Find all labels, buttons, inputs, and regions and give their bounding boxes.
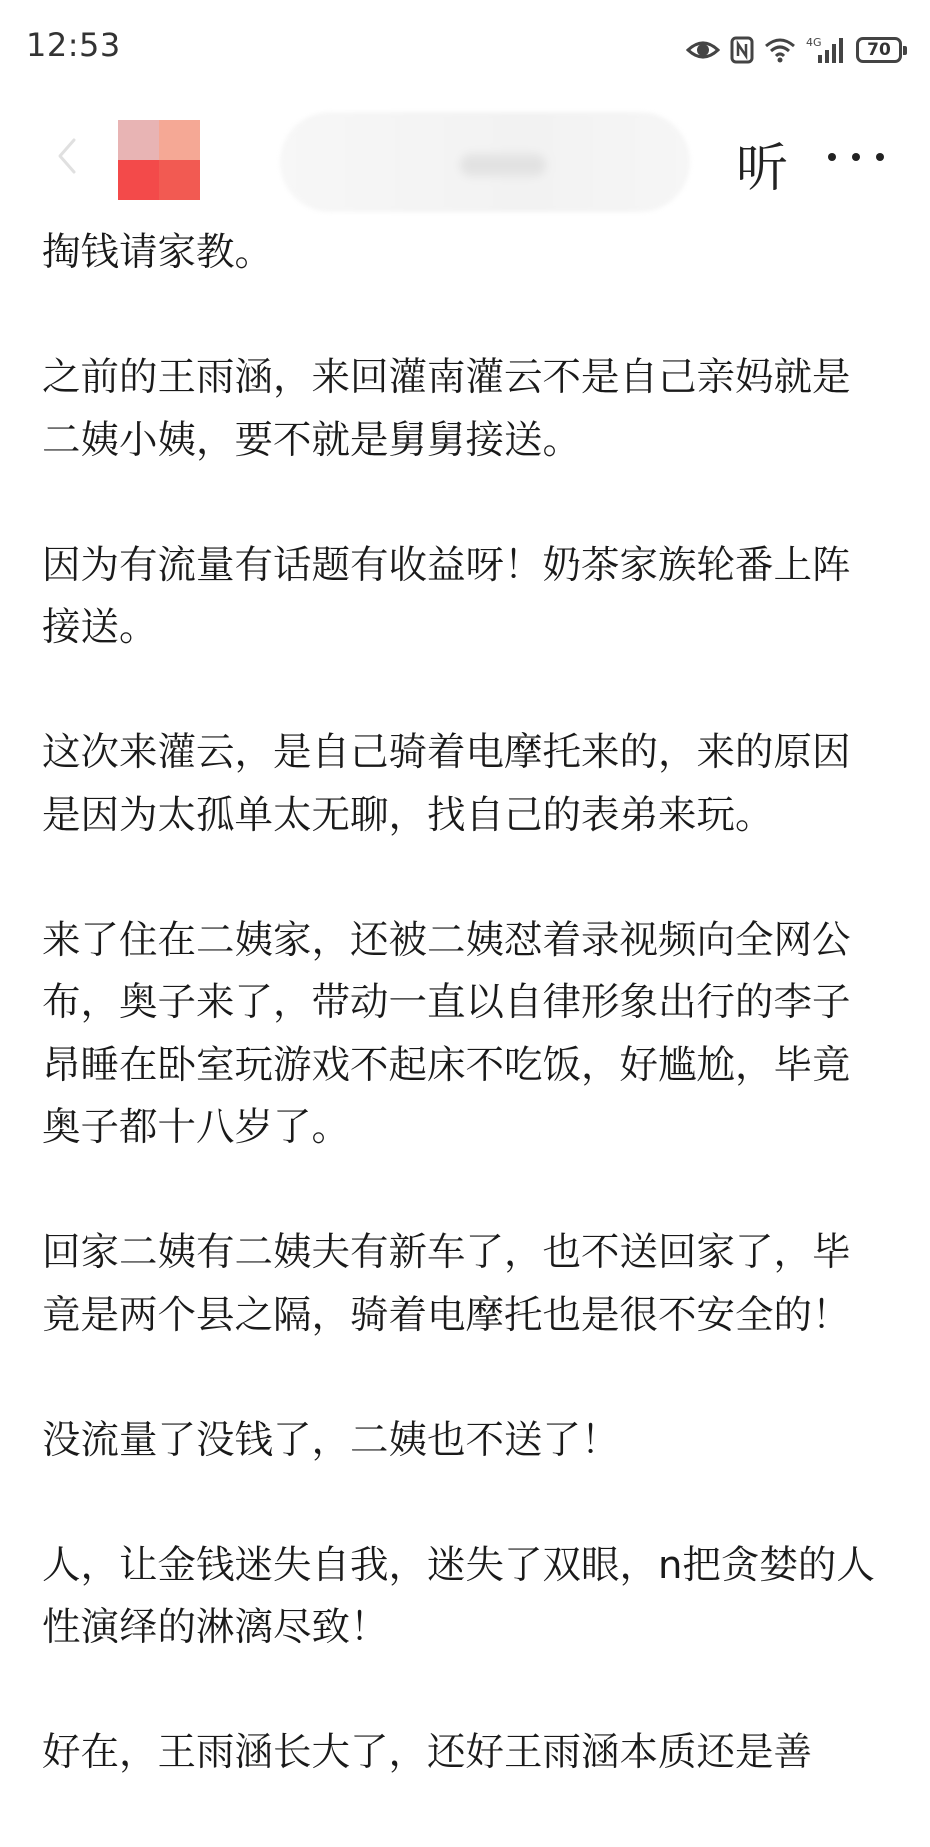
eye-icon xyxy=(686,38,720,62)
article-body xyxy=(42,222,882,1847)
nfc-icon xyxy=(730,36,754,64)
signal-icon xyxy=(806,35,846,65)
wifi-icon xyxy=(764,37,796,63)
back-icon[interactable] xyxy=(52,136,82,176)
network-label: 4G xyxy=(806,36,822,49)
status-bar xyxy=(0,0,930,100)
battery-level: 70 xyxy=(867,40,891,60)
paragraph: 没流量了没钱了，二姨也不送了！ xyxy=(42,1417,620,1463)
avatar[interactable] xyxy=(118,120,200,200)
paragraph: 好在，王雨涵长大了，还好王雨涵本质还是善 xyxy=(42,1730,813,1775)
status-icons xyxy=(686,34,902,66)
top-nav xyxy=(0,100,930,220)
paragraph: 掏钱请家教。 xyxy=(42,230,274,275)
blurred-title xyxy=(280,112,690,212)
paragraph: 回家二姨有二姨夫有新车了，也不送回家了，毕竟是两个县之隔，骑着电摩托也是很不安全的！ xyxy=(42,1230,851,1338)
paragraph: 因为有流量有话题有收益呀！奶茶家族轮番上阵接送。 xyxy=(42,542,851,650)
status-time: 12:53 xyxy=(26,26,121,64)
listen-button[interactable]: 听 xyxy=(736,139,789,199)
paragraph: 之前的王雨涵，来回灌南灌云不是自己亲妈就是二姨小姨，要不就是舅舅接送。 xyxy=(42,355,851,463)
paragraph: 来了住在二姨家，还被二姨怼着录视频向全网公布，奥子来了，带动一直以自律形象出行的李子昂睡在卧室玩游戏不起床不吃饭，好尴尬，毕竟奥子都十八岁了。 xyxy=(42,917,851,1150)
battery-icon xyxy=(856,37,902,63)
paragraph: 这次来灌云，是自己骑着电摩托来的，来的原因是因为太孤单太无聊，找自己的表弟来玩。 xyxy=(42,730,851,838)
more-icon[interactable] xyxy=(828,142,884,172)
paragraph: 人，让金钱迷失自我，迷失了双眼，n把贪婪的人性演绎的淋漓尽致！ xyxy=(42,1542,875,1650)
